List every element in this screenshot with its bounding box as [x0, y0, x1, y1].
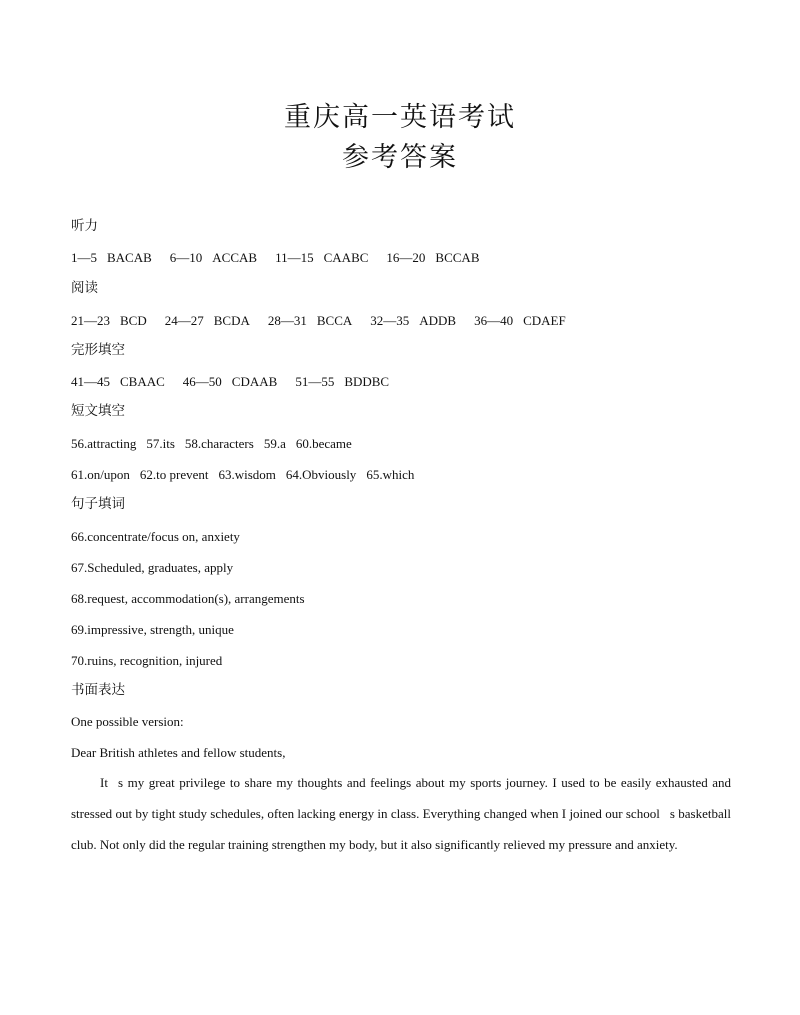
gap-fill-answer: 59.a [263, 436, 286, 451]
gap-fill-answer: 56.attracting [71, 436, 137, 451]
gap-fill-answer: 57.its [146, 436, 175, 451]
answer-letters: BCD [120, 313, 147, 328]
answer-range: 28—31 [267, 313, 307, 328]
gap-fill-answer: 64.Obviously [285, 467, 357, 482]
gap-fill-heading: 短文填空 [71, 403, 125, 419]
answer-letters: ADDB [419, 313, 457, 328]
answer-range: 41—45 [71, 374, 110, 389]
gap-fill-row-2 [71, 468, 414, 481]
gap-fill-answer: 63.wisdom [218, 467, 276, 482]
answer-range: 11—15 [275, 250, 314, 265]
sentence-fill-answer: 67.Scheduled, graduates, apply [71, 560, 234, 575]
answer-letters: CDAAB [231, 374, 278, 389]
gap-fill-row-1 [71, 437, 352, 450]
answer-letters: CAABC [323, 250, 369, 265]
reading-answers [71, 314, 566, 327]
sentence-fill-answer: 70.ruins, recognition, injured [71, 653, 223, 668]
answer-letters: BDDBC [344, 374, 390, 389]
answer-range: 21—23 [71, 313, 110, 328]
writing-heading: 书面表达 [71, 682, 125, 698]
sentence-fill-answer: 68.request, accommodation(s), arrangements [71, 591, 305, 606]
answer-range: 36—40 [474, 313, 514, 328]
writing-intro: One possible version: [71, 714, 184, 729]
answer-range: 24—27 [164, 313, 204, 328]
gap-fill-answer: 60.became [295, 436, 352, 451]
sentence-fill-answer: 69.impressive, strength, unique [71, 622, 234, 637]
gap-fill-answer: 62.to prevent [139, 467, 209, 482]
answer-range: 16—20 [386, 250, 426, 265]
listening-answers [71, 251, 480, 264]
answer-letters: ACCAB [212, 250, 258, 265]
answer-letters: CBAAC [120, 374, 165, 389]
answer-range: 6—10 [169, 250, 203, 265]
gap-fill-answer: 61.on/upon [71, 467, 130, 482]
sentence-fill-answer: 66.concentrate/focus on, anxiety [71, 529, 240, 544]
gap-fill-answer: 65.which [366, 467, 415, 482]
answer-letters: CDAEF [523, 313, 566, 328]
answer-range: 32—35 [370, 313, 410, 328]
answer-range: 1—5 [71, 250, 97, 265]
document-subtitle: 参考答案 [342, 142, 458, 173]
answer-letters: BCDA [213, 313, 250, 328]
document-title: 重庆高一英语考试 [284, 102, 516, 133]
gap-fill-answer: 58.characters [184, 436, 254, 451]
sentence-fill-heading: 句子填词 [71, 496, 125, 512]
writing-salutation: Dear British athletes and fellow students, [71, 745, 286, 760]
reading-heading: 阅读 [71, 280, 98, 296]
answer-range: 51—55 [295, 374, 335, 389]
writing-body: It s my great privilege to share my thoughts and feelings about my sports journey. I used to be easily exhausted and stressed out by tight study schedules, often lacking energy in class. Everything changed when I joined our school s basketball club. Not only did the regular training strengthen my body, but it also significantly relieved my pressure and anxiety. [71, 775, 731, 852]
answer-letters: BCCA [316, 313, 353, 328]
cloze-answers [71, 375, 389, 388]
answer-range: 46—50 [182, 374, 222, 389]
listening-heading: 听力 [71, 218, 98, 234]
cloze-heading: 完形填空 [71, 342, 125, 358]
answer-letters: BCCAB [435, 250, 480, 265]
answer-letters: BACAB [107, 250, 152, 265]
